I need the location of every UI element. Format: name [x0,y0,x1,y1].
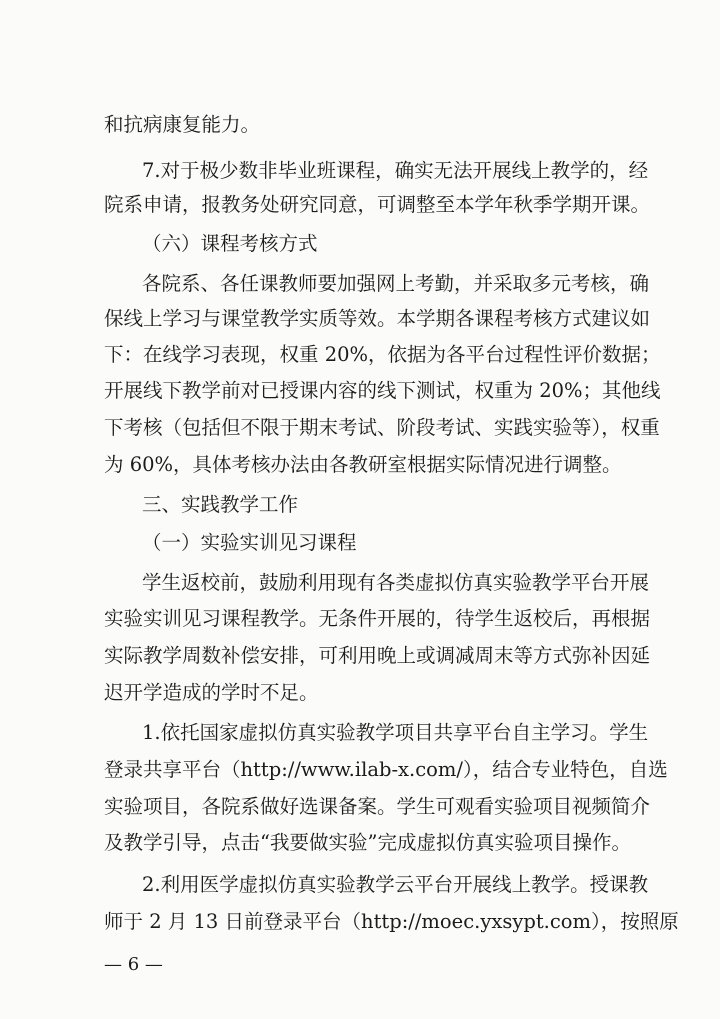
paragraph-line: 1.依托国家虚拟仿真实验教学项目共享平台自主学习。学生 [142,721,649,744]
paragraph-line: 学生返校前，鼓励利用现有各类虚拟仿真实验教学平台开展 [142,571,650,594]
paragraph-line: 各院系、各任课教师要加强网上考勤，并采取多元考核，确 [142,272,650,295]
paragraph-line: 实验实训见习课程教学。无条件开展的，待学生返校后，再根据 [104,607,651,630]
paragraph-line: 2.利用医学虚拟仿真实验教学云平台开展线上教学。授课教 [142,873,649,896]
paragraph-line: 迟开学造成的学时不足。 [104,681,319,704]
paragraph-line: 为 60%，具体考核办法由各教研室根据实际情况进行调整。 [104,453,622,476]
paragraph-line: 保线上学习与课堂教学实质等效。本学期各课程考核方式建议如 [104,307,651,330]
paragraph-line: 及教学引导，点击“我要做实验”完成虚拟仿真实验项目操作。 [104,831,631,854]
paragraph-line: 下：在线学习表现，权重 20%，依据为各平台过程性评价数据； [104,343,661,366]
paragraph-line: 院系申请，报教务处研究同意，可调整至本学年秋季学期开课。 [104,193,651,216]
page-number: — 6 — [104,954,163,975]
paragraph-line: 7.对于极少数非毕业班课程，确实无法开展线上教学的，经 [142,159,649,182]
paragraph-line: 实际教学周数补偿安排，可利用晚上或调减周末等方式弥补因延 [104,644,651,667]
paragraph-line: 开展线下教学前对已授课内容的线下测试，权重为 20%；其他线 [104,379,661,402]
section-subheading: （一）实验实训见习课程 [142,531,357,554]
paragraph-line: 登录共享平台（http://www.ilab-x.com/），结合专业特色，自选 [104,758,668,781]
paragraph-line: 和抗病康复能力。 [104,113,261,136]
paragraph-line: 师于 2 月 13 日前登录平台（http://moec.yxsypt.com），按照原 [104,910,679,933]
paragraph-line: 下考核（包括但不限于期末考试、阶段考试、实践实验等），权重 [104,416,660,439]
section-heading: 三、实践教学工作 [142,493,299,516]
paragraph-line: 实验项目，各院系做好选课备案。学生可观看实验项目视频简介 [104,795,651,818]
section-subheading: （六）课程考核方式 [142,232,318,255]
